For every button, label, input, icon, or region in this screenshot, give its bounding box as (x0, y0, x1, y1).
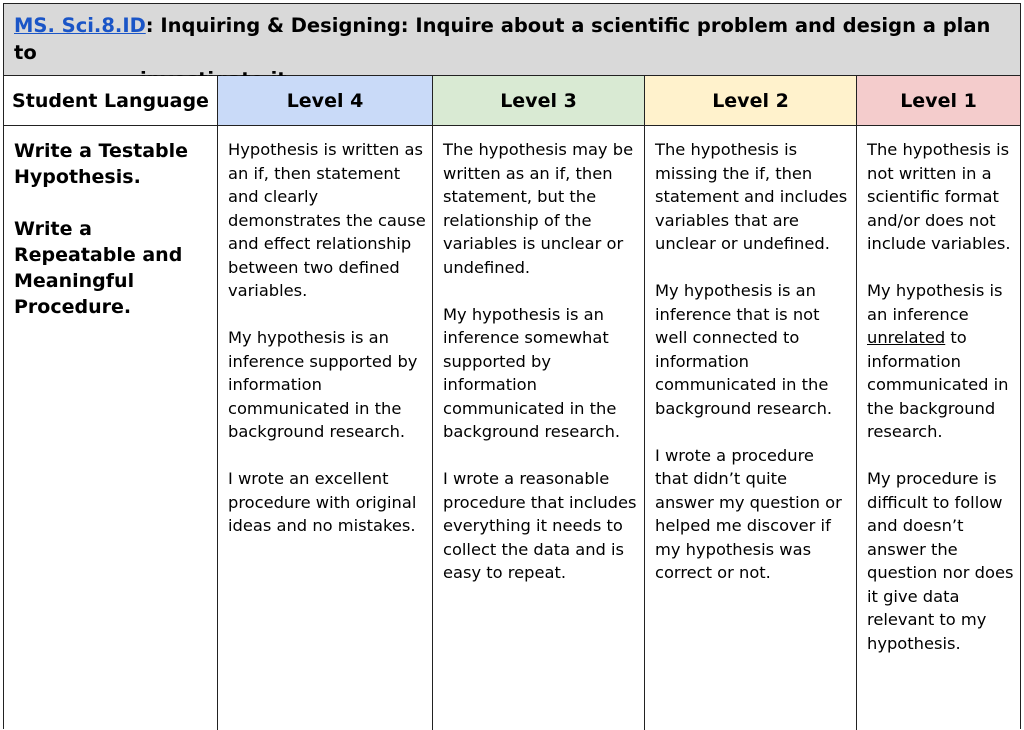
level-4-hypothesis-text: Hypothesis is written as an if, then statement and clearly demonstrates the cause and effect relationship between two defined variables. (228, 140, 426, 300)
student-language-cell (4, 126, 218, 730)
criterion-procedure: Write a Repeatable and Meaningful Procedure. (14, 218, 183, 318)
rubric-table (3, 3, 1021, 729)
level-1-inference-end: to information communicated in the background research. (867, 328, 1009, 441)
level-2-hypothesis-text: The hypothesis is missing the if, then statement and includes variables that are unclear or undefined. (655, 140, 848, 253)
header-level-4: Level 4 (218, 76, 433, 126)
level-3-cell (433, 126, 645, 730)
header-level-2: Level 2 (645, 76, 857, 126)
level-1-inference-text (867, 279, 1016, 444)
level-2-cell (645, 126, 857, 730)
level-1-inference-start: My hypothesis is an inference (867, 281, 1003, 324)
level-3-inference-text: My hypothesis is an inference somewhat supported by information communicated in the background research. (443, 304, 621, 441)
header-student-language: Student Language (4, 76, 218, 126)
title-text: : Inquiring & Designing: Inquire about a scientific problem and design a plan to (14, 14, 991, 64)
criterion-hypothesis: Write a Testable Hypothesis. (14, 140, 189, 188)
header-level-3: Level 3 (433, 76, 645, 126)
level-4-inference-text: My hypothesis is an inference supported by information communicated in the background research. (228, 328, 418, 441)
level-4-procedure-text: I wrote an excellent procedure with original ideas and no mistakes. (228, 469, 417, 535)
level-3-hypothesis-text: The hypothesis may be written as an if, then statement, but the relationship of the variables is unclear or undefined. (443, 140, 634, 277)
standard-code-link[interactable]: MS. Sci.8.ID (14, 14, 146, 37)
level-2-inference-text: My hypothesis is an inference that is not well connected to information communicated in the background research. (655, 281, 833, 418)
standard-title (4, 4, 1020, 76)
unrelated-underlined: unrelated (867, 328, 946, 347)
level-1-cell (857, 126, 1020, 730)
level-4-cell (218, 126, 433, 730)
level-1-procedure-text: My procedure is difficult to follow and doesn’t answer the question nor does it give data relevant to my hypothesis. (867, 469, 1014, 653)
title-line-1 (14, 12, 1010, 66)
level-3-procedure-text: I wrote a reasonable procedure that includes everything it needs to collect the data and is easy to repeat. (443, 469, 637, 582)
level-1-hypothesis-text: The hypothesis is not written in a scientific format and/or does not include variables. (867, 140, 1011, 253)
level-2-procedure-text: I wrote a procedure that didn’t quite answer my question or helped me discover if my hypothesis was correct or not. (655, 445, 842, 582)
header-level-1: Level 1 (857, 76, 1020, 126)
